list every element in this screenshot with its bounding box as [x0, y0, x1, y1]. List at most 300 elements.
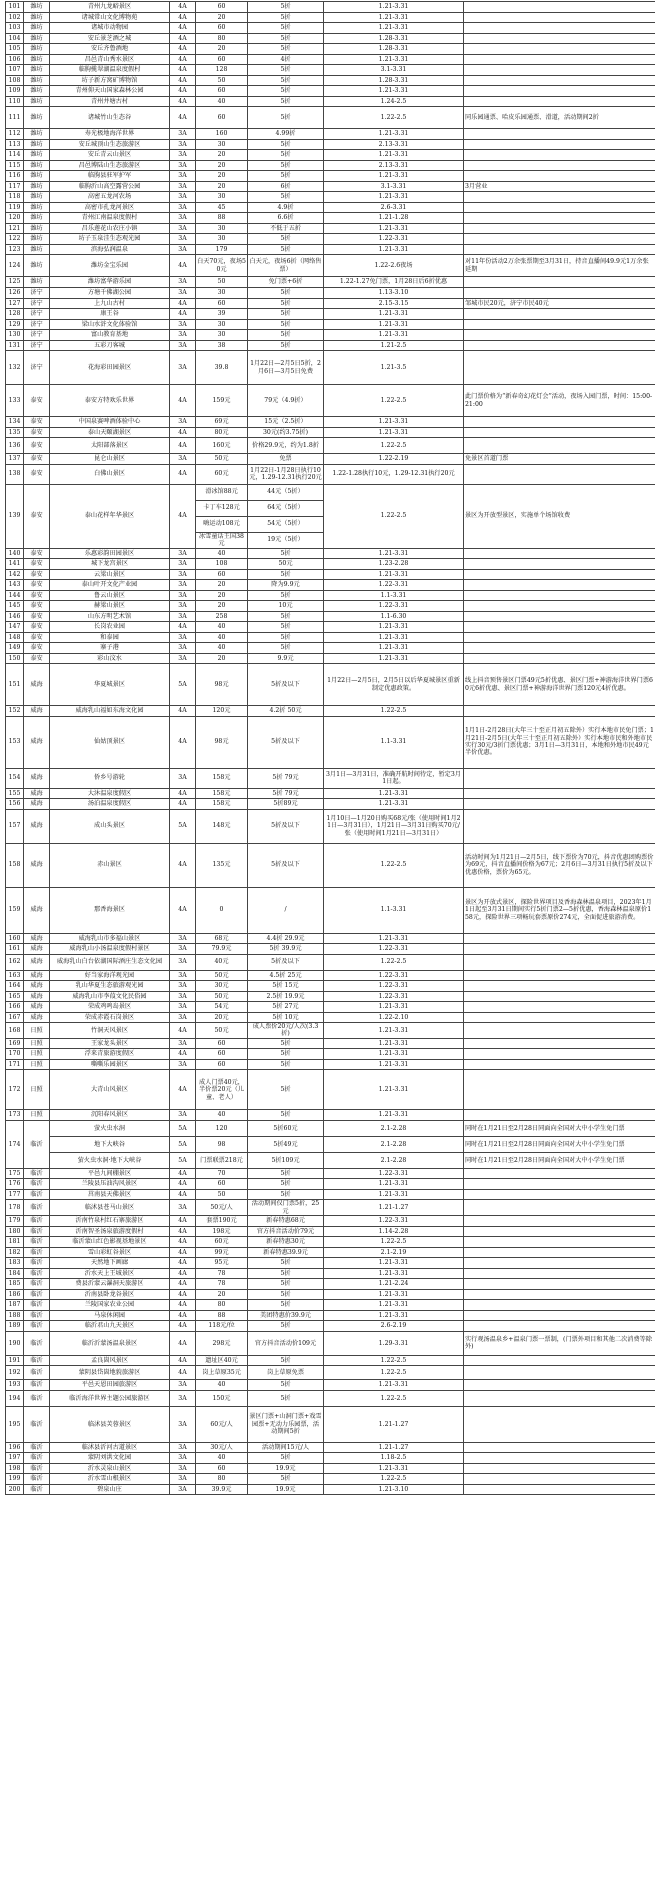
- rating-cell: 3A: [170, 171, 196, 182]
- original-price: 80: [196, 1474, 248, 1485]
- period-cell: 1.22-3.31: [324, 580, 464, 591]
- table-row: [6, 1179, 656, 1190]
- period-cell: 1.21-3.31: [324, 653, 464, 664]
- row-number: 103: [6, 23, 24, 34]
- scenic-spot-name: 沂南县卧龙谷景区: [50, 1289, 170, 1300]
- original-price: 60: [196, 1049, 248, 1060]
- period-cell: 1.21-3.31: [324, 150, 464, 161]
- original-price: 39.9元: [196, 1484, 248, 1495]
- original-price: 60元: [196, 464, 248, 484]
- note-cell: [464, 1366, 656, 1380]
- period-cell: 1.23-2.28: [324, 559, 464, 570]
- city-cell: 潍坊: [24, 277, 50, 288]
- period-cell: 1.21-3.31: [324, 1110, 464, 1121]
- city-cell: 泰安: [24, 484, 50, 548]
- city-cell: 威海: [24, 716, 50, 768]
- original-price: 60: [196, 1463, 248, 1474]
- discount-cell: 5折: [248, 1321, 324, 1332]
- original-price: 40: [196, 643, 248, 654]
- table-row: [6, 788, 656, 799]
- row-number: 142: [6, 569, 24, 580]
- rating-cell: 3A: [170, 319, 196, 330]
- rating-cell: 5A: [170, 664, 196, 706]
- original-price: 套票190元: [196, 1216, 248, 1227]
- period-cell: 1.21-1.27: [324, 1406, 464, 1442]
- rating-cell: 3A: [170, 632, 196, 643]
- period-cell: 1.21-3.31: [324, 1049, 464, 1060]
- period-cell: 1.18-2.5: [324, 1453, 464, 1464]
- scenic-spot-name: 潍坊金宝乐园: [50, 255, 170, 277]
- discount-cell: 5折: [248, 86, 324, 97]
- discount-cell: 5折: [248, 33, 324, 44]
- row-number: 118: [6, 192, 24, 203]
- city-cell: 潍坊: [24, 139, 50, 150]
- discount-cell: 5折: [248, 23, 324, 34]
- table-row: [6, 330, 656, 341]
- original-price: 60元/人: [196, 1406, 248, 1442]
- rating-cell: 4A: [170, 622, 196, 633]
- period-cell: 1.21-3.31: [324, 309, 464, 320]
- note-cell: 同乐园通票、哈皮乐园通票、滑道，活动期间2折: [464, 107, 656, 129]
- note-cell: [464, 1247, 656, 1258]
- note-cell: [464, 1237, 656, 1248]
- city-cell: 日照: [24, 1049, 50, 1060]
- rating-cell: 4A: [170, 427, 196, 438]
- period-cell: 1.1-3.31: [324, 590, 464, 601]
- note-cell: [464, 309, 656, 320]
- row-number: 131: [6, 340, 24, 351]
- city-cell: 威海: [24, 954, 50, 970]
- original-price: 99元: [196, 1247, 248, 1258]
- scenic-spot-name: 泰安方特欢乐世界: [50, 385, 170, 417]
- table-row: [6, 664, 656, 706]
- discount-cell: 4.99折: [248, 129, 324, 140]
- note-cell: [464, 1484, 656, 1495]
- rating-cell: 3A: [170, 1463, 196, 1474]
- row-number: 129: [6, 319, 24, 330]
- scenic-spot-name: 威海乳山市多福山景区: [50, 933, 170, 944]
- city-cell: 潍坊: [24, 65, 50, 76]
- rating-cell: 3A: [170, 160, 196, 171]
- note-cell: [464, 23, 656, 34]
- note-cell: [464, 288, 656, 299]
- discount-cell: 5折: [248, 309, 324, 320]
- note-cell: [464, 981, 656, 992]
- period-cell: 1.14-2.28: [324, 1226, 464, 1237]
- city-cell: 临沂: [24, 1189, 50, 1200]
- row-number: 146: [6, 611, 24, 622]
- original-price: 60: [196, 107, 248, 129]
- rating-cell: 4A: [170, 1247, 196, 1258]
- rating-cell: 3A: [170, 970, 196, 981]
- table-row: [6, 23, 656, 34]
- period-cell: 1.21-3.31: [324, 319, 464, 330]
- period-cell: 2.6-2.19: [324, 1321, 464, 1332]
- scenic-spot-name: 坊子玉泉洼生态观光园: [50, 234, 170, 245]
- discount-cell: 5折: [248, 590, 324, 601]
- city-cell: 临沂: [24, 1120, 50, 1168]
- table-row: [6, 569, 656, 580]
- rating-cell: 4A: [170, 799, 196, 810]
- period-cell: 2.1-2.19: [324, 1247, 464, 1258]
- note-cell: 同时在1月21日至2月28日同面向全国对大中小学生免门票: [464, 1120, 656, 1136]
- discount-cell: 5折及以下: [248, 716, 324, 768]
- note-cell: [464, 12, 656, 23]
- period-cell: 1.22-2.19: [324, 454, 464, 465]
- table-row: [6, 192, 656, 203]
- table-row: [6, 255, 656, 277]
- rating-cell: 3A: [170, 277, 196, 288]
- rating-cell: 3A: [170, 1390, 196, 1406]
- table-row: [6, 611, 656, 622]
- original-price: 门票联票218元: [196, 1152, 248, 1168]
- scenic-spot-name: 乐惠彩韵田园景区: [50, 548, 170, 559]
- note-cell: [464, 139, 656, 150]
- scenic-spot-name: 乳山华夏生态旅游观光园: [50, 981, 170, 992]
- discount-cell: 5折: [248, 1049, 324, 1060]
- row-number: 170: [6, 1049, 24, 1060]
- row-number: 140: [6, 548, 24, 559]
- period-cell: 1.21-3.31: [324, 632, 464, 643]
- table-row: [6, 309, 656, 320]
- rating-cell: 4A: [170, 716, 196, 768]
- discount-cell: 5折: [248, 622, 324, 633]
- note-cell: 同时在1月21日至2月28日同面向全国对大中小学生免门票: [464, 1152, 656, 1168]
- period-cell: 1.1-6.30: [324, 611, 464, 622]
- city-cell: 泰安: [24, 559, 50, 570]
- note-cell: [464, 150, 656, 161]
- table-row: [6, 385, 656, 417]
- table-row: [6, 65, 656, 76]
- row-number: 136: [6, 438, 24, 454]
- period-cell: 1.21-3.31: [324, 86, 464, 97]
- note-cell: [464, 171, 656, 182]
- row-number: 164: [6, 981, 24, 992]
- period-cell: 1.22-2.5: [324, 843, 464, 887]
- period-cell: 1.21-3.31: [324, 1002, 464, 1013]
- note-cell: [464, 970, 656, 981]
- table-row: [6, 351, 656, 385]
- discount-cell: 5折及以下: [248, 664, 324, 706]
- period-cell: 1.21-2.5: [324, 340, 464, 351]
- note-cell: [464, 319, 656, 330]
- discount-cell: 5折: [248, 1038, 324, 1049]
- note-cell: [464, 1012, 656, 1023]
- scenic-spot-name: 临沭县芙蓉景区: [50, 1406, 170, 1442]
- original-price: 40: [196, 1453, 248, 1464]
- row-number: 175: [6, 1168, 24, 1179]
- row-number: 115: [6, 160, 24, 171]
- rating-cell: 3A: [170, 192, 196, 203]
- city-cell: 潍坊: [24, 192, 50, 203]
- city-cell: 临沂: [24, 1474, 50, 1485]
- original-price: 60: [196, 569, 248, 580]
- row-number: 200: [6, 1484, 24, 1495]
- original-price: 50元: [196, 1023, 248, 1039]
- rating-cell: 4A: [170, 788, 196, 799]
- period-cell: 1.28-3.31: [324, 44, 464, 55]
- row-number: 184: [6, 1268, 24, 1279]
- discount-cell: 10元: [248, 601, 324, 612]
- note-cell: [464, 1189, 656, 1200]
- city-cell: 潍坊: [24, 86, 50, 97]
- row-number: 112: [6, 129, 24, 140]
- original-price: 80: [196, 33, 248, 44]
- row-number: 113: [6, 139, 24, 150]
- rating-cell: 4A: [170, 438, 196, 454]
- period-cell: 1.1-3.31: [324, 887, 464, 933]
- table-row: [6, 288, 656, 299]
- table-row: [6, 86, 656, 97]
- table-row: [6, 1258, 656, 1269]
- rating-cell: 5A: [170, 1136, 196, 1152]
- period-cell: 1.22-2.5: [324, 385, 464, 417]
- city-cell: 泰安: [24, 438, 50, 454]
- discount-cell: 4折: [248, 54, 324, 65]
- rating-cell: 3A: [170, 1453, 196, 1464]
- city-cell: 潍坊: [24, 129, 50, 140]
- city-cell: 日照: [24, 1110, 50, 1121]
- note-cell: [464, 768, 656, 788]
- period-cell: 3.1-3.31: [324, 181, 464, 192]
- scenic-spot-name: 蒙阴县岱崮地貌旅游区: [50, 1366, 170, 1380]
- note-cell: [464, 1310, 656, 1321]
- discount-cell: 5折: [248, 1279, 324, 1290]
- note-cell: [464, 1168, 656, 1179]
- discount-cell: 5折: [248, 1179, 324, 1190]
- scenic-spot-name: 威海乳山福如东海文化园: [50, 706, 170, 717]
- table-row: [6, 1168, 656, 1179]
- city-cell: 威海: [24, 981, 50, 992]
- discount-cell: 5折: [248, 171, 324, 182]
- row-number: 108: [6, 75, 24, 86]
- note-cell: [464, 417, 656, 428]
- row-number: 152: [6, 706, 24, 717]
- discount-cell: 5折 79元: [248, 788, 324, 799]
- note-cell: [464, 351, 656, 385]
- original-price: 60: [196, 1179, 248, 1190]
- table-row: [6, 1355, 656, 1366]
- row-number: 121: [6, 223, 24, 234]
- original-price: 120元: [196, 706, 248, 717]
- city-cell: 泰安: [24, 622, 50, 633]
- rating-cell: 3A: [170, 768, 196, 788]
- discount-cell: 5折: [248, 1059, 324, 1070]
- rating-cell: 4A: [170, 464, 196, 484]
- scenic-spot-name: 潍坊富华游乐园: [50, 277, 170, 288]
- table-row: [6, 1331, 656, 1355]
- original-price: 150元: [196, 1390, 248, 1406]
- period-cell: 1.21-3.31: [324, 12, 464, 23]
- row-number: 155: [6, 788, 24, 799]
- row-number: 197: [6, 1453, 24, 1464]
- note-cell: [464, 954, 656, 970]
- note-cell: [464, 643, 656, 654]
- original-price: 50元: [196, 454, 248, 465]
- note-cell: 此门票价格为“新春奇幻花灯会”活动，夜场入园门票，时间：15:00-21:00: [464, 385, 656, 417]
- original-price: 30元/人: [196, 1442, 248, 1453]
- note-cell: [464, 1059, 656, 1070]
- rating-cell: 3A: [170, 417, 196, 428]
- table-row: [6, 438, 656, 454]
- rating-cell: 4A: [170, 44, 196, 55]
- table-row: [6, 12, 656, 23]
- original-price: 148元: [196, 809, 248, 843]
- table-row: [6, 1474, 656, 1485]
- city-cell: 泰安: [24, 427, 50, 438]
- discount-cell: 5折: [248, 1289, 324, 1300]
- original-price: 159元: [196, 385, 248, 417]
- period-cell: 1.21-3.31: [324, 192, 464, 203]
- table-row: [6, 417, 656, 428]
- rating-cell: 4A: [170, 1300, 196, 1311]
- scenic-spot-name: 马泉休闲园: [50, 1310, 170, 1321]
- original-price: 50元: [196, 970, 248, 981]
- rating-cell: 4A: [170, 1366, 196, 1380]
- row-number: 116: [6, 171, 24, 182]
- discount-cell: 美团特惠价39.9元: [248, 1310, 324, 1321]
- note-cell: [464, 1070, 656, 1110]
- scenic-spot-name: 沂南智圣汤泉旅游度假村: [50, 1226, 170, 1237]
- original-price: 80: [196, 1300, 248, 1311]
- table-row: [6, 944, 656, 955]
- rating-cell: 4A: [170, 1355, 196, 1366]
- rating-cell: 4A: [170, 1331, 196, 1355]
- rating-cell: 4A: [170, 65, 196, 76]
- row-number: 105: [6, 44, 24, 55]
- period-cell: 1.22-2.5: [324, 706, 464, 717]
- period-cell: 1.21-2.24: [324, 1279, 464, 1290]
- rating-cell: 3A: [170, 1012, 196, 1023]
- rating-cell: 3A: [170, 653, 196, 664]
- table-row: [6, 75, 656, 86]
- rating-cell: 4A: [170, 107, 196, 129]
- original-price: 68元: [196, 933, 248, 944]
- scenic-spot-name: 兰陵县压油沟风景区: [50, 1179, 170, 1190]
- scenic-spot-name: 赤山景区: [50, 843, 170, 887]
- scenic-spot-name: 安丘青云山景区: [50, 150, 170, 161]
- row-number: 138: [6, 464, 24, 484]
- table-row: [6, 139, 656, 150]
- period-cell: 2.13-3.31: [324, 139, 464, 150]
- discount-cell: 5折 15元: [248, 981, 324, 992]
- discount-cell: 6.6折: [248, 213, 324, 224]
- scenic-spot-name: 临沂沂蒙汤温泉景区: [50, 1331, 170, 1355]
- note-cell: [464, 601, 656, 612]
- original-price: 30: [196, 139, 248, 150]
- note-cell: [464, 1049, 656, 1060]
- rating-cell: 4A: [170, 484, 196, 548]
- discount-cell: 活动期间仅门票5折，25元: [248, 1200, 324, 1216]
- city-cell: 临沂: [24, 1331, 50, 1355]
- row-number: 102: [6, 12, 24, 23]
- note-cell: 实行观汤温泉乡+温泉门票一票制，(门票外项目和其他二次消费等除外): [464, 1331, 656, 1355]
- period-cell: 2.6-3.31: [324, 202, 464, 213]
- scenic-spot-name: 临朐县驻军护军: [50, 171, 170, 182]
- table-row: [6, 716, 656, 768]
- period-cell: 1.21-3.31: [324, 1070, 464, 1110]
- original-price: 95元: [196, 1258, 248, 1269]
- note-cell: [464, 1226, 656, 1237]
- rating-cell: 4A: [170, 75, 196, 86]
- scenic-spot-name: 费县沂蒙云瀑洞天旅游区: [50, 1279, 170, 1290]
- note-cell: 活动时间为1月21日—2月5日，线下票价为70元，抖音优惠团购票价为69元，抖音直播间价格为67元；2月6日—3月31日执行5折及以下优惠价格，票价为65元。: [464, 843, 656, 887]
- row-number: 117: [6, 181, 24, 192]
- table-row: [6, 1380, 656, 1391]
- note-cell: [464, 559, 656, 570]
- city-cell: 潍坊: [24, 107, 50, 129]
- scenic-spot-name: 荣成鸡鸣岛景区: [50, 1002, 170, 1013]
- original-price: 78: [196, 1268, 248, 1279]
- city-cell: 临沂: [24, 1442, 50, 1453]
- note-cell: [464, 427, 656, 438]
- city-cell: 临沂: [24, 1168, 50, 1179]
- original-price: 108: [196, 559, 248, 570]
- original-price: 30: [196, 330, 248, 341]
- discount-cell: /: [248, 887, 324, 933]
- scenic-spot-name: 王家龙头景区: [50, 1038, 170, 1049]
- table-row: [6, 1189, 656, 1200]
- period-cell: 1.22-1.27免门票，1月28日后6折优惠: [324, 277, 464, 288]
- table-row: [6, 1463, 656, 1474]
- note-cell: [464, 809, 656, 843]
- rating-cell: 3A: [170, 454, 196, 465]
- note-cell: [464, 54, 656, 65]
- note-cell: [464, 1321, 656, 1332]
- rating-cell: 3A: [170, 1200, 196, 1216]
- row-number: 180: [6, 1226, 24, 1237]
- period-cell: 1.22-2.10: [324, 1012, 464, 1023]
- rating-cell: 4A: [170, 298, 196, 309]
- row-number: 143: [6, 580, 24, 591]
- city-cell: 济宁: [24, 319, 50, 330]
- discount-cell: 5折及以下: [248, 843, 324, 887]
- rating-cell: 3A: [170, 1038, 196, 1049]
- period-cell: 1.22-3.31: [324, 970, 464, 981]
- rating-cell: 4A: [170, 1321, 196, 1332]
- row-number: 177: [6, 1189, 24, 1200]
- city-cell: 潍坊: [24, 234, 50, 245]
- rating-cell: 3A: [170, 580, 196, 591]
- scenic-spot-name: 大青山风景区: [50, 1070, 170, 1110]
- original-price: 38: [196, 340, 248, 351]
- note-cell: [464, 96, 656, 107]
- city-cell: 临沂: [24, 1484, 50, 1495]
- table-row: [6, 1226, 656, 1237]
- discount-cell: 5折及以下: [248, 809, 324, 843]
- period-cell: 1.21-3.31: [324, 1463, 464, 1474]
- table-row: [6, 107, 656, 129]
- row-number: 190: [6, 1331, 24, 1355]
- rating-cell: 4A: [170, 1279, 196, 1290]
- row-number: 133: [6, 385, 24, 417]
- scenic-spot-name: 白佛山景区: [50, 464, 170, 484]
- original-price: 成人门票40元，半价票20元（儿童、老人）: [196, 1070, 248, 1110]
- table-row: [6, 933, 656, 944]
- original-price: 20: [196, 150, 248, 161]
- note-cell: [464, 1380, 656, 1391]
- original-price: 118元/位: [196, 1321, 248, 1332]
- rating-cell: 3A: [170, 234, 196, 245]
- scenic-spot-name: 沉阳春风景区: [50, 1110, 170, 1121]
- discount-cell: 活动期间15元/人: [248, 1442, 324, 1453]
- note-cell: [464, 590, 656, 601]
- scenic-spot-name: 沂水天上王城景区: [50, 1268, 170, 1279]
- period-cell: 1.22-2.6夜场: [324, 255, 464, 277]
- discount-cell: 5折: [248, 139, 324, 150]
- period-cell: 1.28-3.31: [324, 33, 464, 44]
- note-cell: [464, 706, 656, 717]
